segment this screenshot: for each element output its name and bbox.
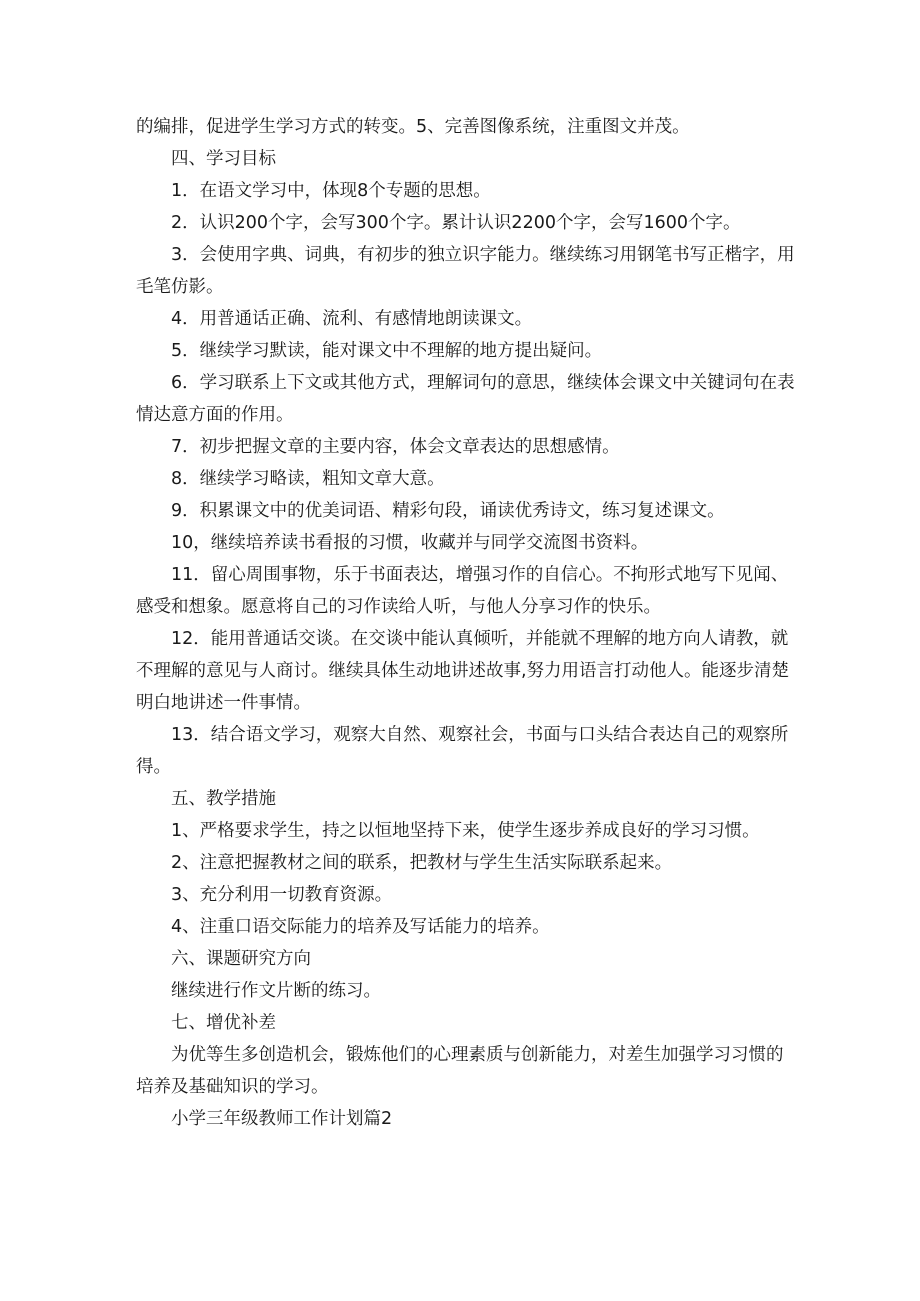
measure-item-2: 2、注意把握教材之间的联系，把教材与学生生活实际联系起来。 — [171, 853, 673, 873]
goal-item-5: 5．继续学习默读，能对课文中不理解的地方提出疑问。 — [171, 341, 603, 361]
measure-item-3: 3、充分利用一切教育资源。 — [171, 885, 393, 905]
section-heading-research-direction: 六、课题研究方向 — [171, 949, 311, 969]
goal-item-7: 7．初步把握文章的主要内容，体会文章表达的思想感情。 — [171, 437, 620, 457]
goal-item-10: 10，继续培养读书看报的习惯，收藏并与同学交流图书资料。 — [171, 533, 649, 553]
goal-item-13: 13．结合语文学习，观察大自然、观察社会，书面与口头结合表达自己的观察所得。 — [136, 725, 789, 777]
measure-item-4: 4、注重口语交际能力的培养及写话能力的培养。 — [171, 917, 550, 937]
section-heading-teaching-measures: 五、教学措施 — [171, 789, 276, 809]
paragraph-continuation: 的编排，促进学生学习方式的转变。5、完善图像系统，注重图文并茂。 — [136, 117, 690, 137]
goal-item-11: 11．留心周围事物，乐于书面表达，增强习作的自信心。不拘形式地写下见闻、感受和想象。愿意将自己的习作读给人听，与他人分享习作的快乐。 — [136, 565, 789, 617]
section-heading-improve-top-help-weak: 七、增优补差 — [171, 1013, 276, 1033]
document-body — [136, 111, 796, 1135]
goal-item-4: 4．用普通话正确、流利、有感情地朗读课文。 — [171, 309, 533, 329]
section-heading-learning-goals: 四、学习目标 — [171, 149, 276, 169]
goal-item-1: 1．在语文学习中，体现8个专题的思想。 — [171, 181, 491, 201]
measure-item-1: 1、严格要求学生，持之以恒地坚持下来，使学生逐步养成良好的学习习惯。 — [171, 821, 760, 841]
goal-item-6: 6．学习联系上下文或其他方式，理解词句的意思，继续体会课文中关键词句在表情达意方面的作用。 — [136, 373, 795, 425]
improve-text: 为优等生多创造机会，锻炼他们的心理素质与创新能力，对差生加强学习习惯的培养及基础知识的学习。 — [136, 1045, 784, 1097]
research-direction-text: 继续进行作文片断的练习。 — [171, 981, 381, 1001]
next-article-title: 小学三年级教师工作计划篇2 — [171, 1109, 393, 1129]
goal-item-12: 12．能用普通话交谈。在交谈中能认真倾听，并能就不理解的地方向人请教，就不理解的意见与人商讨。继续具体生动地讲述故事,努力用语言打动他人。能逐步清楚明白地讲述一件事情。 — [136, 629, 790, 713]
goal-item-3: 3．会使用字典、词典，有初步的独立识字能力。继续练习用钢笔书写正楷字，用毛笔仿影。 — [136, 245, 795, 297]
goal-item-8: 8．继续学习略读，粗知文章大意。 — [171, 469, 445, 489]
goal-item-2: 2．认识200个字，会写300个字。累计认识2200个字，会写1600个字。 — [171, 213, 741, 233]
goal-item-9: 9．积累课文中的优美词语、精彩句段，诵读优秀诗文，练习复述课文。 — [171, 501, 725, 521]
